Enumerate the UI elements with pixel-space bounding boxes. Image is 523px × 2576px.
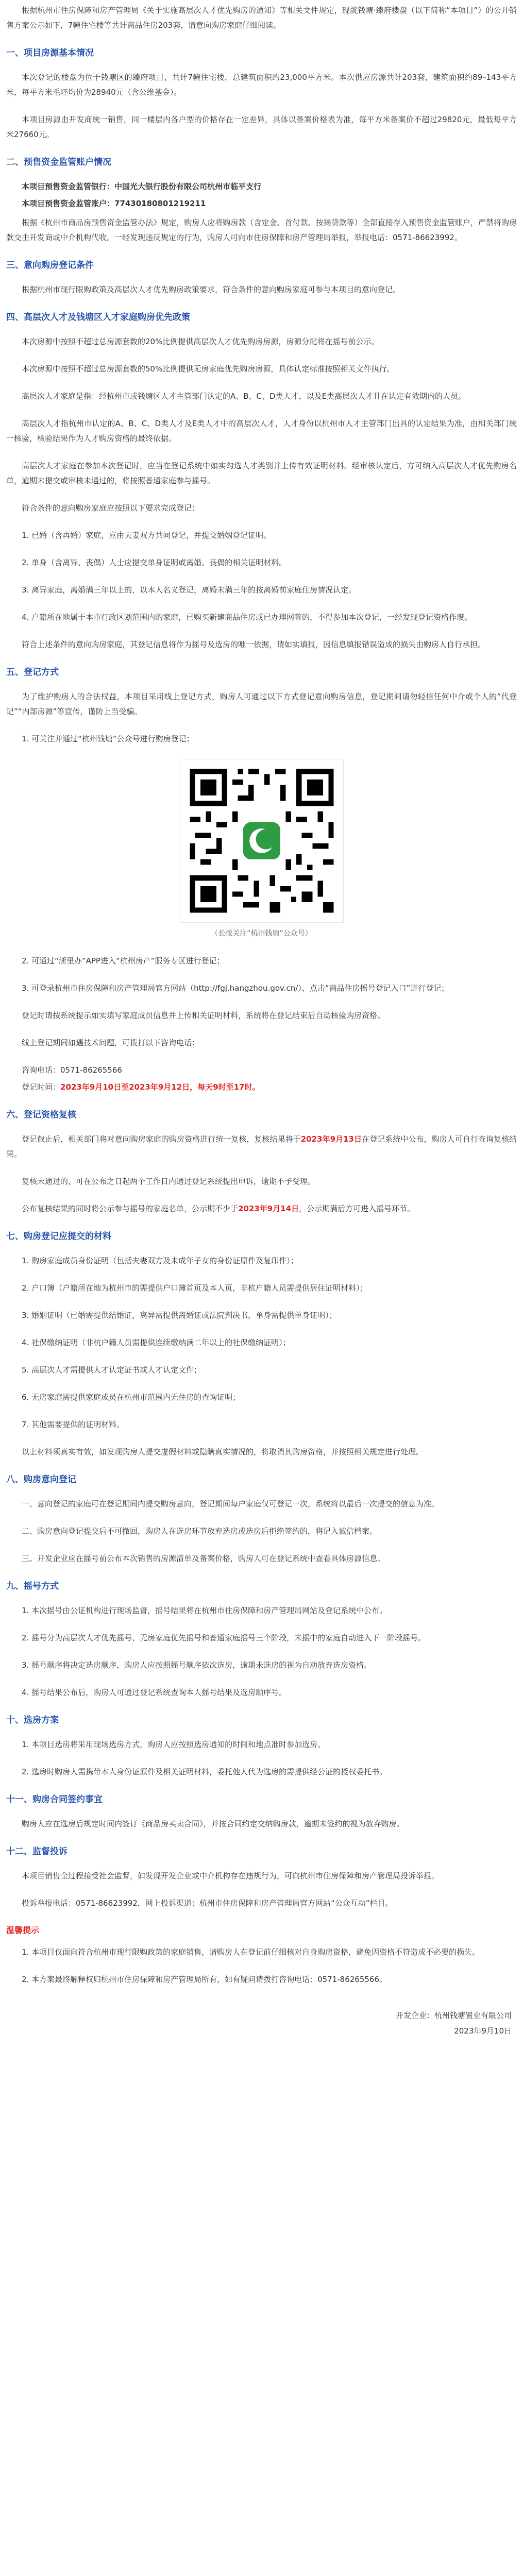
registration-help-note: 线上登记期间如遇技术问题，可拨打以下咨询电话： bbox=[22, 1038, 200, 1047]
lottery-paragraph: 4. 摇号结果公布后，购房人可通过登记系统查询本人摇号结果及选房顺序号。 bbox=[22, 1688, 287, 1697]
escrow-rules-paragraph: 根据《杭州市商品房预售资金监管办法》规定，购房人应将购房款（含定金、首付款、按揭贷款等）全部直接存入预售资金监管账户，严禁将购房款交由开发商或中介机构代收。一经发现违反规定的行为，购房人可向市住房保障和房产管理局举报，举报电话：0571-86623992。 bbox=[6, 218, 517, 242]
requirements-note: 符合上述条件的意向购房家庭，其登记信息将作为摇号及选房的唯一依据，请如实填报，因信息填报错误造成的损失由购房人自行承担。 bbox=[22, 640, 486, 649]
section-title-required-materials: 七、购房登记应提交的材料 bbox=[6, 1231, 111, 1242]
section-title-lottery: 九、摇号方式 bbox=[6, 1581, 59, 1591]
intro-paragraph: 根据杭州市住房保障和房产管理局《关于实施高层次人才优先购房的通知》等相关文件规定，现就钱塘·臻府楼盘（以下简称“本项目”）的公开销售方案公示如下，7幢住宅楼等共计商品住房203套，请意向购房家庭仔细阅读。 bbox=[6, 6, 517, 30]
registration-wechat-item: 1. 可关注并通过“杭州钱塘”公众号进行购房登记； bbox=[22, 734, 194, 743]
requirement-item: 2. 单身（含离异、丧偶）人士应提交单身证明或离婚、丧偶的相关证明材料。 bbox=[22, 558, 287, 567]
registration-method-paragraph: 为了维护购房人的合法权益，本项目采用线上登记方式，购房人可通过以下方式登记意向购房信息，登记期间请勿轻信任何中介或个人的“代登记”“内部房源”等宣传，谨防上当受骗。 bbox=[6, 692, 517, 716]
project-price-paragraph: 本项目房源由开发商统一销售，同一楼层内各户型的价格存在一定差异，具体以备案价格表为准，每平方米备案价不超过29820元，最低每平方米27660元。 bbox=[6, 115, 517, 139]
material-item: 6. 无房家庭需提供家庭成员在杭州市范围内无住房的查询证明； bbox=[22, 1393, 241, 1402]
section-title-project-info: 一、项目房源基本情况 bbox=[6, 48, 94, 58]
section-title-selection-plan: 十、选房方案 bbox=[6, 1715, 59, 1725]
talent-registration-paragraph: 高层次人才家庭在参加本次登记时，应当在登记系统中如实勾选人才类别并上传有效证明材料。经审核认定后，方可纳入高层次人才优先购房名单，逾期未提交或审核未通过的，将按照普通家庭参与摇号。 bbox=[6, 461, 517, 485]
selection-paragraph: 2. 选房时购房人需携带本人身份证原件及相关证明材料，委托他人代为选房的需提供经公证的授权委托书。 bbox=[22, 1767, 387, 1776]
qr-code[interactable] bbox=[180, 759, 344, 923]
review-date: 2023年9月13日 bbox=[300, 1134, 362, 1144]
intent-paragraph: 二、购房意向登记提交后不可撤回，购房人在选房环节放弃选房或选房后拒绝签约的，将记入诚信档案。 bbox=[22, 1527, 378, 1536]
section-title-registration-conditions: 三、意向购房登记条件 bbox=[6, 260, 94, 270]
material-item: 2. 户口簿（户籍所在地为杭州市的需提供户口簿首页及本人页，非杭户籍人员需提供居住证明材料）； bbox=[22, 1283, 368, 1293]
escrow-bank: 本项目预售资金监管银行：中国光大银行股份有限公司杭州市临平支行 bbox=[22, 182, 262, 191]
registration-period-label: 登记时间： bbox=[22, 1082, 61, 1092]
contract-paragraph: 购房人应在选房后规定时间内签订《商品房买卖合同》，并按合同约定交纳购房款，逾期未签约的视为放弃购房。 bbox=[22, 1819, 404, 1828]
footer-signature bbox=[6, 2008, 517, 2039]
publicity-text: 公布复核结果的同时将公示参与摇号的家庭名单，公示期不少于 bbox=[22, 1204, 239, 1213]
registration-period-line bbox=[6, 1080, 517, 1095]
registration-web-item: 3. 可登录杭州市住房保障和房产管理局官方网站（http://fgj.hangzhou.gov.cn/），点击“商品住房摇号登记入口”进行登记； bbox=[22, 984, 449, 993]
publicity-text-tail: ，公示期满后方可进入摇号环节。 bbox=[299, 1204, 415, 1213]
section-title-escrow-account: 二、预售资金监管账户情况 bbox=[6, 157, 111, 167]
review-text-tail: 在登记系统中公布，购房人可自行查询复核结果。 bbox=[6, 1134, 517, 1159]
section-title-qualification-review: 六、登记资格复核 bbox=[6, 1110, 76, 1120]
review-appeal-paragraph: 复核未通过的，可在公布之日起两个工作日内通过登记系统提出申诉，逾期不予受理。 bbox=[22, 1177, 316, 1186]
escrow-account-number: 本项目预售资金监管账户：77430180801219211 bbox=[22, 199, 206, 208]
review-text: 登记截止后，相关部门将对意向购房家庭的购房资格进行统一复核，复核结果将于 bbox=[22, 1134, 301, 1144]
registration-period: 2023年9月10日至2023年9月12日，每天9时至17时。 bbox=[60, 1082, 260, 1092]
talent-verification-paragraph: 高层次人才指杭州市认定的A、B、C、D类人才及E类人才中的高层次人才，人才身份以杭州市人才主管部门出具的认定结果为准，由相关部门统一核验，核验结果作为人才购房资格的最终依据。 bbox=[6, 419, 517, 443]
publicity-date: 2023年9月14日 bbox=[238, 1204, 299, 1213]
project-info-paragraph: 本次登记的楼盘为位于钱塘区的臻府项目，共计7幢住宅楼，总建筑面积约23,000平方米。本次供应房源共计203套，建筑面积约89–143平方米，每平方米毛坯均价为28940元（含公维基金）。 bbox=[6, 73, 517, 97]
reminder-item: 2. 本方案最终解释权归杭州市住房保障和房产管理局所有，如有疑问请拨打咨询电话：0571-86265566。 bbox=[22, 1975, 387, 1984]
registration-note: 登记时请按系统提示如实填写家庭成员信息并上传相关证明材料，系统将在登记结束后自动核验购房资格。 bbox=[22, 1011, 385, 1020]
reminder-title: 温馨提示 bbox=[6, 1925, 40, 1935]
lottery-paragraph: 2. 摇号分为高层次人才优先摇号、无房家庭优先摇号和普通家庭摇号三个阶段，未摇中的家庭自动进入下一阶段摇号。 bbox=[22, 1633, 426, 1642]
registration-conditions-paragraph: 根据杭州市现行限购政策及高层次人才优先购房政策要求，符合条件的意向购房家庭可参与本项目的意向登记。 bbox=[22, 285, 401, 294]
footer-org: 开发企业：杭州钱塘置业有限公司 bbox=[395, 2011, 512, 2020]
lottery-paragraph: 3. 摇号顺序将决定选房顺序，购房人应按照摇号顺序依次选房，逾期未选房的视为自动放弃选房资格。 bbox=[22, 1660, 372, 1670]
registration-app-item: 2. 可通过“浙里办”APP进入“杭州房产”服务专区进行登记； bbox=[22, 956, 225, 965]
qr-code-image bbox=[184, 764, 339, 918]
consult-phone: 咨询电话：0571-86265566 bbox=[22, 1065, 122, 1075]
qr-code-block bbox=[6, 759, 517, 940]
requirement-item: 3. 离异家庭，离婚满三年以上的，以本人名义登记，离婚未满三年的按离婚前家庭住房情况认定。 bbox=[22, 585, 357, 595]
talent-definition-paragraph: 高层次人才家庭是指：经杭州市或钱塘区人才主管部门认定的A、B、C、D类人才，以及E类高层次人才且在认定有效期内的人员。 bbox=[22, 392, 466, 401]
section-title-purchase-intent: 八、购房意向登记 bbox=[6, 1475, 76, 1485]
section-title-talent-priority: 四、高层次人才及钱塘区人才家庭购房优先政策 bbox=[6, 312, 190, 323]
supervision-paragraph: 本项目销售全过程接受社会监督，如发现开发企业或中介机构存在违规行为，可向杭州市住房保障和房产管理局投诉举报。 bbox=[22, 1871, 440, 1880]
talent-quota-paragraph: 本次房源中按照不超过总房源套数的20%比例提供高层次人才优先购房房源，房源分配将在摇号前公示。 bbox=[22, 337, 379, 346]
material-item: 7. 其他需要提供的证明材料。 bbox=[22, 1420, 125, 1429]
intent-paragraph: 三、开发企业应在摇号前公布本次销售的房源清单及备案价格，购房人可在登记系统中查看具体房源信息。 bbox=[22, 1554, 385, 1563]
section-title-registration-method: 五、登记方式 bbox=[6, 667, 59, 677]
material-item: 4. 社保缴纳证明（非杭户籍人员需提供连续缴纳满二年以上的社保缴纳证明）； bbox=[22, 1338, 291, 1347]
qr-caption: （长按关注“杭州钱塘”公众号） bbox=[211, 929, 312, 938]
requirement-item: 4. 户籍所在地属于本市行政区划范围内的家庭，已购买新建商品住房或已办理网签的，不得参加本次登记，一经发现登记资格作废。 bbox=[22, 613, 473, 622]
material-item: 3. 婚姻证明（已婚需提供结婚证，离异需提供离婚证或法院判决书，单身需提供单身证明）； bbox=[22, 1311, 337, 1320]
section-title-supervision: 十二、监督投诉 bbox=[6, 1846, 68, 1857]
supervision-phone-paragraph: 投诉举报电话：0571-86623992，网上投诉渠道：杭州市住房保障和房产管理局官方网站“公众互动”栏目。 bbox=[22, 1899, 393, 1908]
footer-date: 2023年9月10日 bbox=[454, 2026, 512, 2036]
intent-paragraph: 一、意向登记的家庭可在登记期间内提交购房意向，登记期间每户家庭仅可登记一次，系统将以最后一次提交的信息为准。 bbox=[22, 1499, 440, 1509]
reminder-item: 1. 本项目仅面向符合杭州市现行限购政策的家庭销售，请购房人在登记前仔细核对自身购房资格，避免因资格不符造成不必要的损失。 bbox=[22, 1947, 480, 1957]
no-house-quota-paragraph: 本次房源中按照不超过总房源套数的50%比例提供无房家庭优先购房房源，具体认定标准按照相关文件执行。 bbox=[22, 364, 395, 374]
review-paragraph bbox=[6, 1132, 517, 1162]
requirements-intro: 符合条件的意向购房家庭应按照以下要求完成登记： bbox=[22, 503, 200, 513]
section-title-contract: 十一、购房合同签约事宜 bbox=[6, 1794, 103, 1805]
requirement-item: 1. 已婚（含再婚）家庭，应由夫妻双方共同登记，并提交婚姻登记证明。 bbox=[22, 531, 272, 540]
selection-paragraph: 1. 本项目选房将采用现场选房方式，购房人应按照选房通知的时间和地点准时参加选房。 bbox=[22, 1740, 326, 1749]
lottery-paragraph: 1. 本次摇号由公证机构进行现场监督，摇号结果将在杭州市住房保障和房产管理局网站及登记系统中公布。 bbox=[22, 1606, 387, 1615]
material-item: 5. 高层次人才需提供人才认定证书或人才认定文件； bbox=[22, 1365, 202, 1375]
materials-note: 以上材料须真实有效，如发现购房人提交虚假材料或隐瞒真实情况的，将取消其购房资格，并按照相关规定进行处理。 bbox=[22, 1447, 424, 1456]
material-item: 1. 购房家庭成员身份证明（包括夫妻双方及未成年子女的身份证原件及复印件）； bbox=[22, 1256, 298, 1265]
publicity-paragraph bbox=[6, 1201, 517, 1216]
